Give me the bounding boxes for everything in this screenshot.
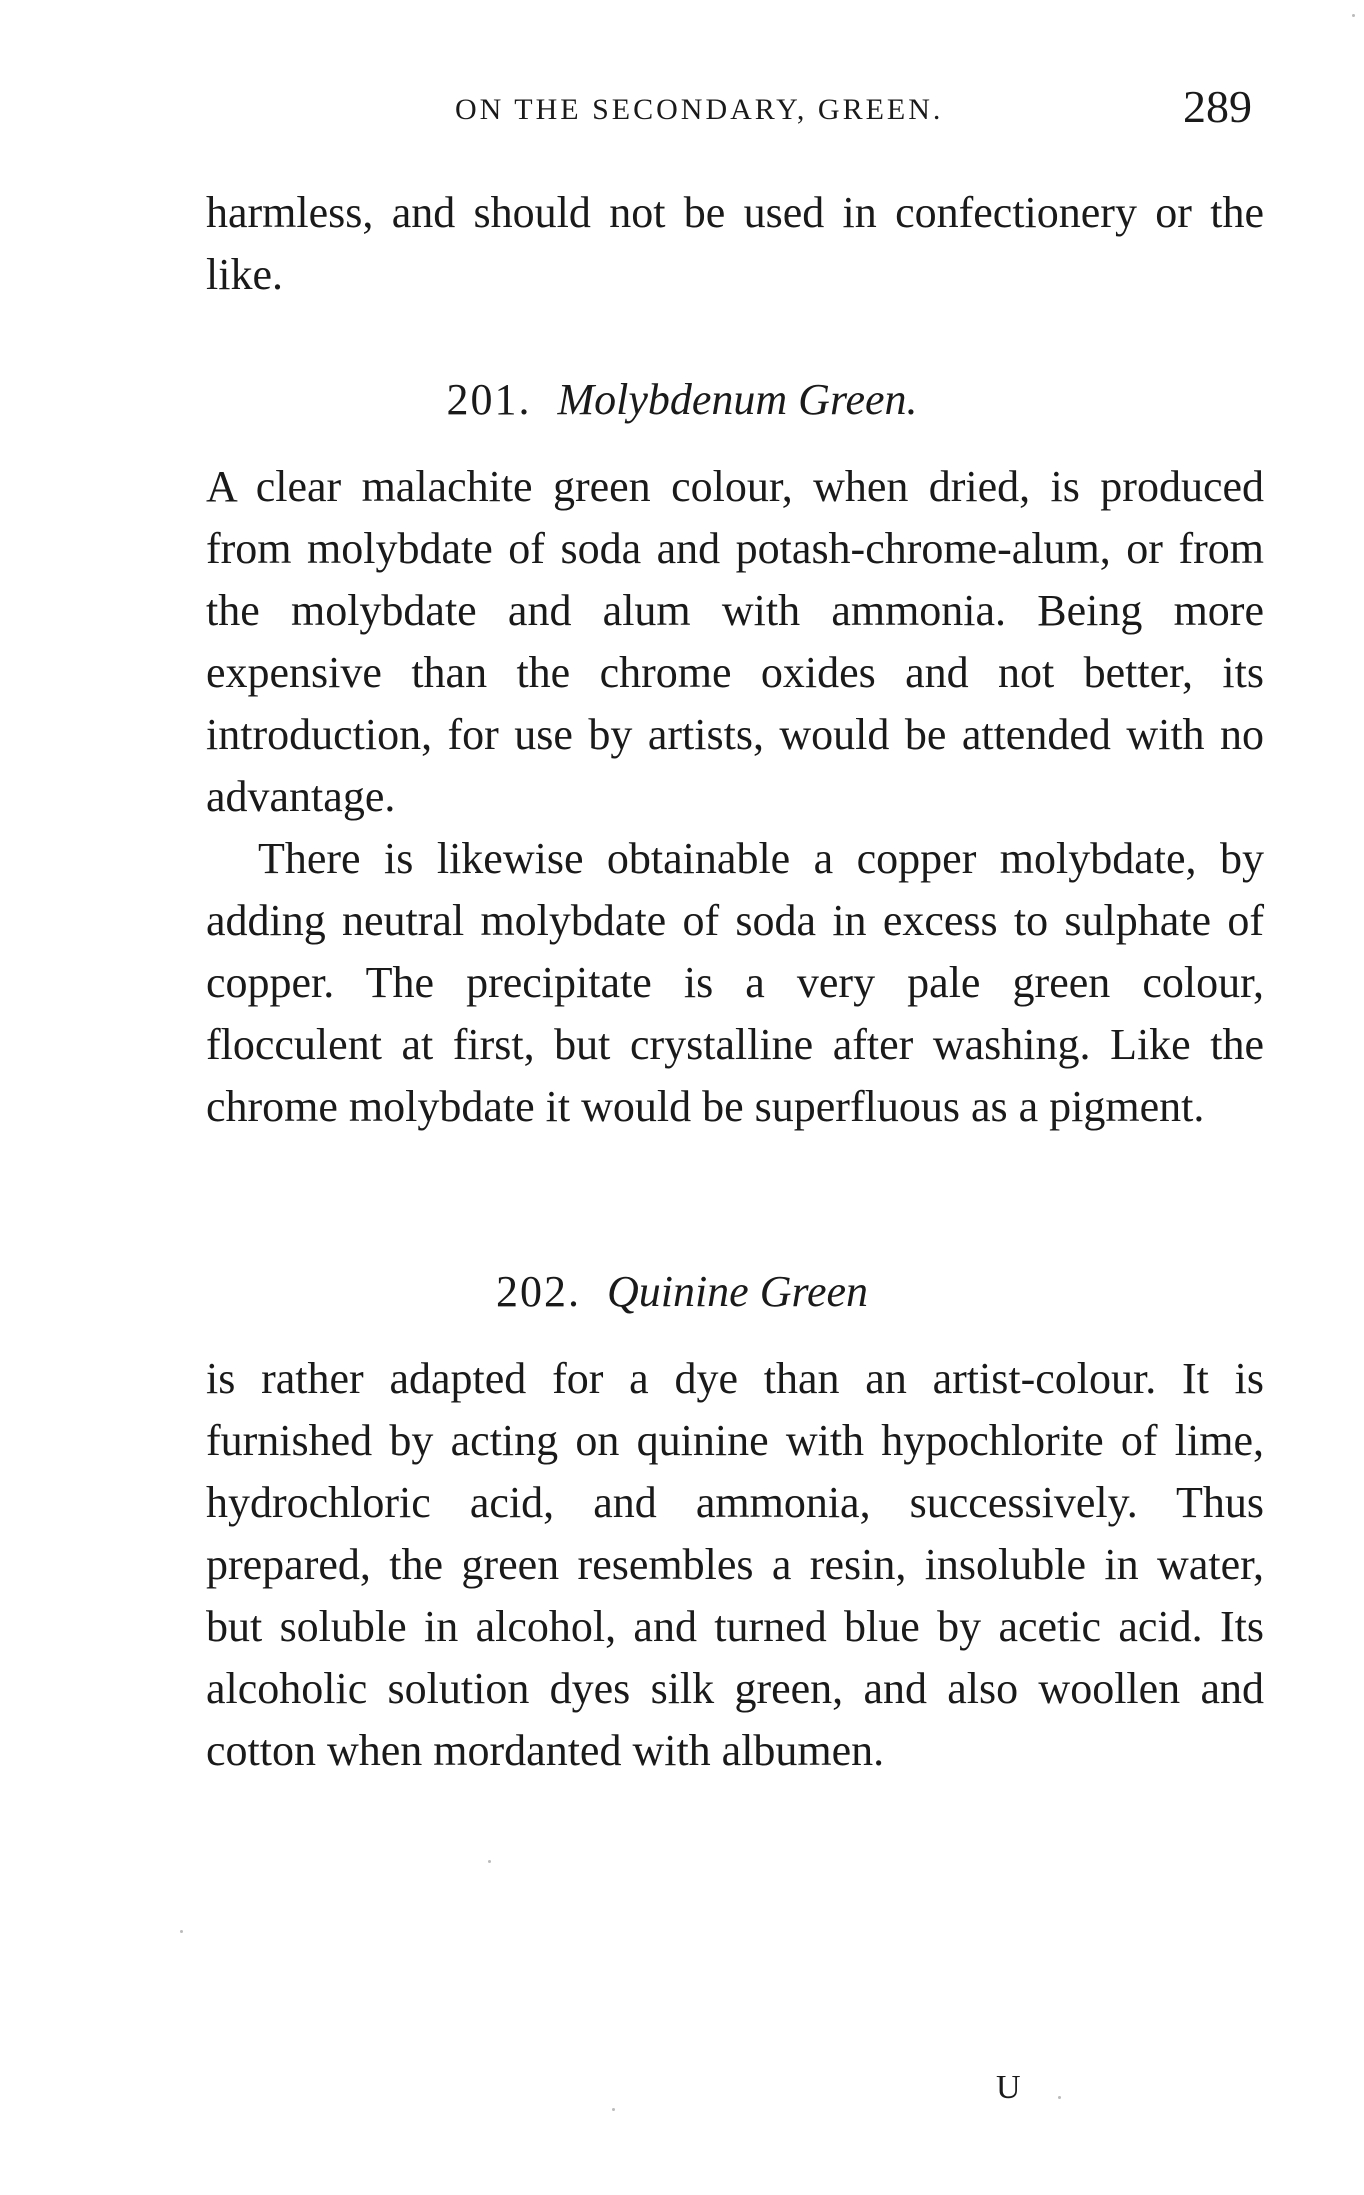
- signature-mark: U: [996, 2069, 1021, 2106]
- ink-speck: [1058, 2096, 1061, 2099]
- running-title: ON THE SECONDARY, GREEN.: [455, 93, 944, 126]
- continuation-paragraph: harmless, and should not be used in confectionery or the like.: [206, 188, 1264, 299]
- section-number: 202.: [495, 1267, 581, 1316]
- paragraph: There is likewise obtainable a copper molybdate, by adding neutral molybdate of soda in excess to sulphate of copper. The precipitate is a very pale green colour, flocculent at first, but crystalline after washing. Like the chrome molybdate it would be superfluous as a pigment.: [206, 834, 1264, 1131]
- ink-speck: [612, 2108, 615, 2111]
- section-title: Quinine Green: [606, 1267, 869, 1316]
- section-title: Molybdenum Green.: [557, 375, 918, 424]
- section-body-202: [206, 1348, 1264, 1782]
- section-number: 201.: [446, 375, 532, 424]
- paragraph: A clear malachite green colour, when dried, is produced from molybdate of soda and potash-chrome-alum, or from the molybdate and alum with ammonia. Being more expensive than the chrome oxides and not better, its introduction, for use by artists, would be attended with no advantage.: [206, 462, 1264, 821]
- section-heading-201: [0, 372, 1364, 428]
- page-number: 289: [1183, 81, 1252, 132]
- section-body-201: [206, 456, 1264, 1138]
- ink-speck: [488, 1860, 491, 1863]
- ink-speck: [1352, 14, 1355, 17]
- paragraph: is rather adapted for a dye than an artist-colour. It is furnished by acting on quinine with hypochlorite of lime, hydrochloric acid, and ammonia, successively. Thus prepared, the green resembles a resin, insoluble in water, but soluble in alcohol, and turned blue by acetic acid. Its alcoholic solution dyes silk green, and also woollen and cotton when mordanted with albumen.: [206, 1354, 1264, 1775]
- section-heading-202: [0, 1264, 1364, 1320]
- continuation-text: [206, 182, 1264, 306]
- ink-speck: [180, 1930, 183, 1933]
